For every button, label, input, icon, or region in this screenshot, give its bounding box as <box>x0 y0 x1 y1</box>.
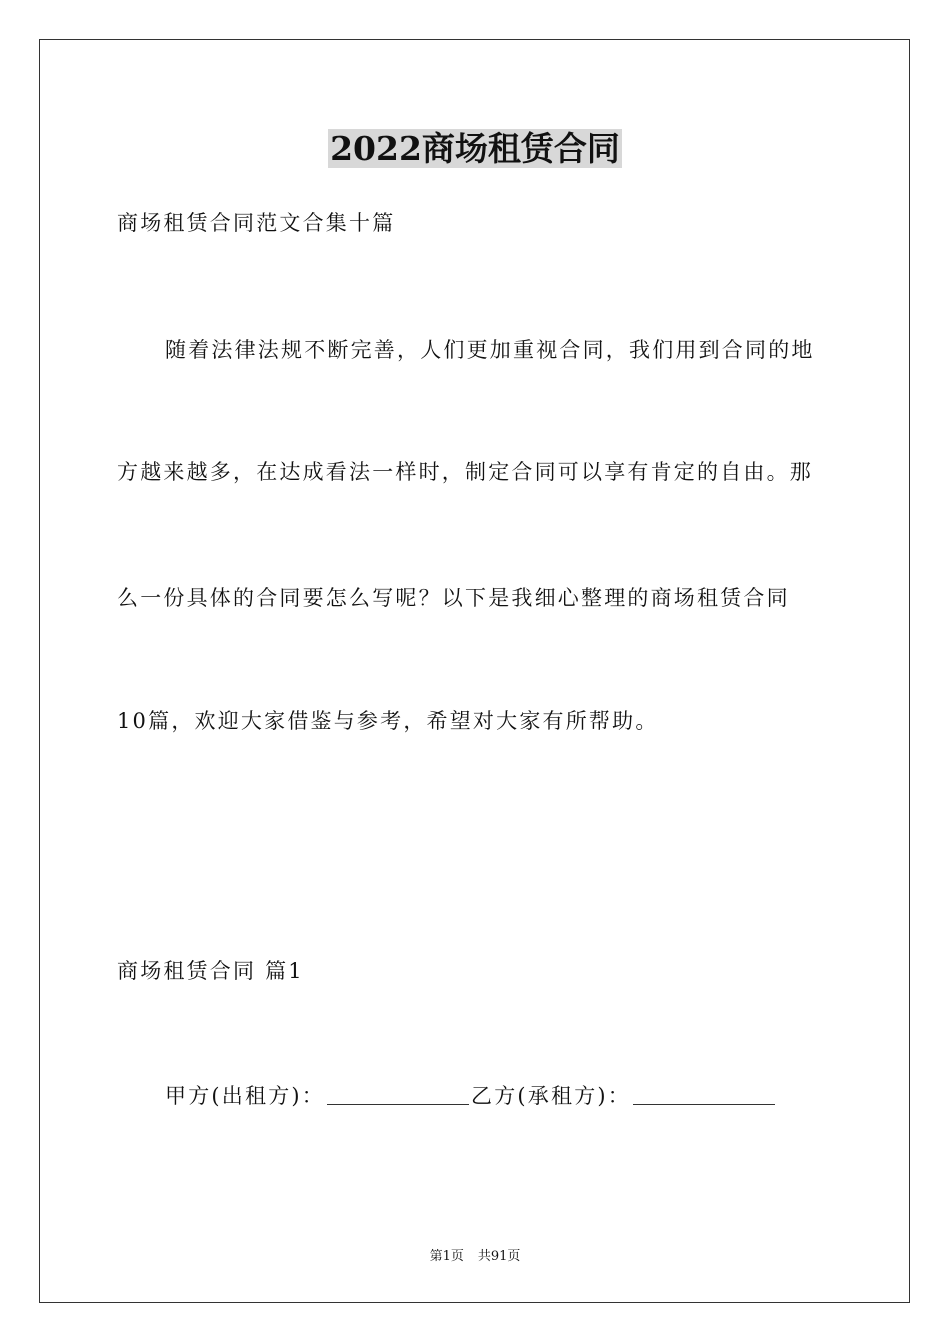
paragraph-line-1: 随着法律法规不断完善，人们更加重视合同，我们用到合同的地 <box>165 338 815 362</box>
page-footer <box>0 1248 950 1266</box>
paragraph-line-3: 么一份具体的合同要怎么写呢？以下是我细心整理的商场租赁合同 <box>117 586 790 610</box>
party-a-blank <box>327 1084 469 1105</box>
document-subtitle: 商场租赁合同范文合集十篇 <box>117 211 396 235</box>
paragraph-line-2: 方越来越多，在达成看法一样时，制定合同可以享有肯定的自由。那 <box>117 460 813 484</box>
document-title <box>0 127 950 171</box>
page-total: 共91页 <box>477 1249 521 1264</box>
section-heading: 商场租赁合同 篇1 <box>117 959 304 983</box>
paragraph-line-4: 10篇，欢迎大家借鉴与参考，希望对大家有所帮助。 <box>117 709 659 733</box>
page-number: 第1页 <box>429 1249 464 1264</box>
party-b-blank <box>633 1084 775 1105</box>
party-b-label: 乙方(承租方)： <box>471 1084 631 1108</box>
document-title-text: 2022商场租赁合同 <box>330 129 620 168</box>
party-a-label: 甲方(出租方)： <box>165 1084 325 1108</box>
parties-line <box>165 1081 777 1111</box>
